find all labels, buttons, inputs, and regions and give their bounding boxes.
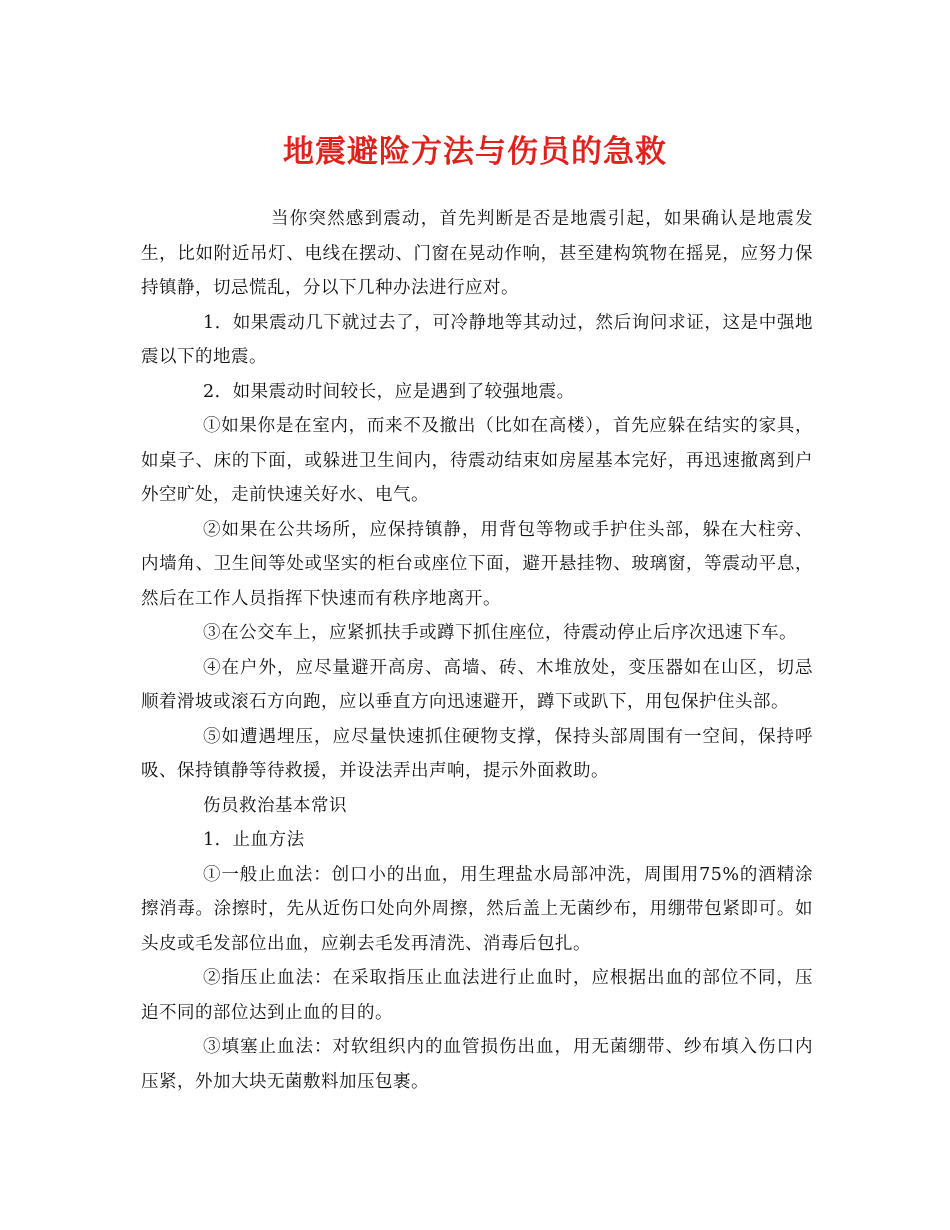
paragraph-12: ③填塞止血法：对软组织内的血管损伤出血，用无菌绷带、纱布填入伤口内压紧，外加大块无菌敷料加压包裹。 — [141, 1037, 813, 1092]
subsection-heading: 1．止血方法 — [203, 830, 305, 850]
document-title: 地震避险方法与伤员的急救 — [283, 134, 667, 170]
paragraph-3: ①如果你是在室内，而来不及撤出（比如在高楼），首先应躲在结实的家具，如桌子、床的下面，或躲进卫生间内，待震动结束如房屋基本完好，再迅速撤离到户外空旷处，走前快速关好水、电气。 — [141, 416, 813, 505]
paragraph-10: ①一般止血法：创口小的出血，用生理盐水局部冲洗，周围用75%的酒精涂擦消毒。涂擦时，先从近伤口处向外周擦，然后盖上无菌纱布，用绷带包紧即可。如头皮或毛发部位出血，应剃去毛发再清洗、消毒后包扎。 — [141, 864, 813, 954]
paragraph-1: 1．如果震动几下就过去了，可冷静地等其动过，然后询问求证，这是中强地震以下的地震。 — [141, 312, 813, 367]
paragraph-7: ⑤如遭遇埋压，应尽量快速抓住硬物支撑，保持头部周围有一空间，保持呼吸、保持镇静等待救援，并设法弄出声响，提示外面救助。 — [141, 726, 813, 781]
intro-paragraph: 当你突然感到震动，首先判断是否是地震引起，如果确认是地震发生，比如附近吊灯、电线在摆动、门窗在晃动作响，甚至建构筑物在摇晃，应努力保持镇静，切忌慌乱，分以下几种办法进行应对。 — [141, 209, 813, 298]
document-body — [141, 202, 813, 1099]
paragraph-6: ④在户外，应尽量避开高房、高墙、砖、木堆放处，变压器如在山区，切忌顺着滑坡或滚石方向跑，应以垂直方向迅速避开，蹲下或趴下，用包保护住头部。 — [141, 657, 813, 712]
section-heading: 伤员救治基本常识 — [203, 795, 347, 816]
paragraph-4: ②如果在公共场所，应保持镇静，用背包等物或手护住头部，躲在大柱旁、内墙角、卫生间等处或坚实的柜台或座位下面，避开悬挂物、玻璃窗，等震动平息，然后在工作人员指挥下快速而有秩序地离开。 — [141, 519, 813, 609]
paragraph-11: ②指压止血法：在采取指压止血法进行止血时，应根据出血的部位不同，压迫不同的部位达到止血的目的。 — [141, 968, 813, 1023]
paragraph-2: 2．如果震动时间较长，应是遇到了较强地震。 — [203, 381, 575, 402]
paragraph-5: ③在公交车上，应紧抓扶手或蹲下抓住座位，待震动停止后序次迅速下车。 — [203, 623, 797, 643]
